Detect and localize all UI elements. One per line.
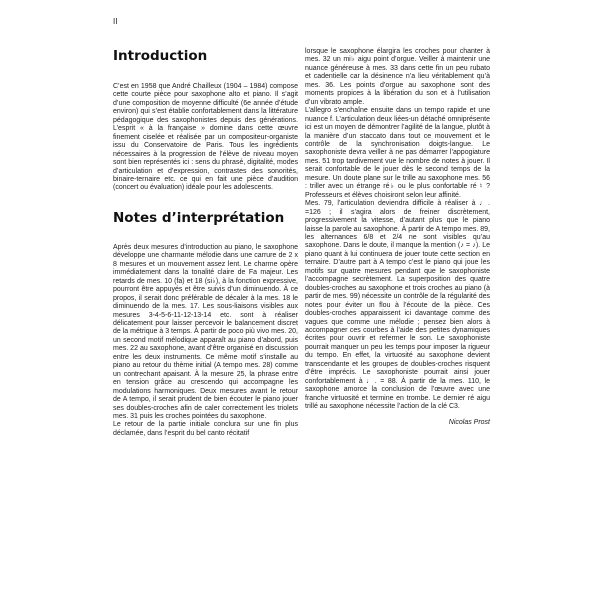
right-paragraph-2: L’allegro s’enchaîne ensuite dans un tempo rapide et une nuance f. L’articulation deux liées-un détaché omniprésente ici est un moyen de démontrer l’agilité de la langue, plutôt à la manière d’un staccato dans tout ce mouvement et le contrôle de la synchronisation doigts-langue. Le saxophoniste devra veiller à ne pas démarrer l’appogiature mes. 51 trop tardivement vue le nombre de notes à jouer. Il serait confortable de le jouer dès le second temps de la mesure. Un doute plane sur le trille au saxophone mes. 56 : triller avec un étrange ré♭ ou le plus confortable ré ♮ ? Professeurs et élèves choisiront selon leur affinité. — [305, 107, 490, 199]
right-paragraph-1: lorsque le saxophone élargira les croches pour chanter à mes. 32 un mi♭ aigu point d’orgue. Veiller à maintenir une nuance généreuse à mes. 33 dans cette fin un peu rubato et cadentielle car la désinence n’a lieu véritablement qu’à mes. 36. Les points d’orgue au saxophone sont des moments propices à la libération du son et à l’utilisation d’un vibrato ample. — [305, 48, 490, 106]
heading-introduction: Introduction — [113, 48, 208, 64]
notes-paragraph-1: Après deux mesures d’introduction au piano, le saxophone développe une charmante mélodie dans une carrure de 2 x 8 mesures et un mouvement assez lent. Le charme opère immédiatement dans la tonalité claire de Fa majeur. Les retards de mes. 10 (fa) et 18 (si♭), à la fonction expressive, pourront être appuyés et être suivis d’un diminuendo. À ce propos, il serait donc préférable de décaler à la mes. 18 le diminuendo de la mes. 17. Les sous-liaisons visibles aux mesures 3-4-5-6-11-12-13-14 etc. sont à réaliser délicatement pour laisser percevoir le balancement discret de la métrique à 3 temps. À partir de poco più vivo mes. 20, un second motif mélodique apparaît au piano d’abord, puis mes. 22 au saxophone, avant d’être organisé en discussion entre les deux instruments. Ce même motif s’installe au piano au retour du thème initial (A tempo mes. 28) comme un contrechant apaisant. À la mesure 25, la phrase entre en tension grâce au crescendo qui accompagne les modulations harmoniques. Deux mesures avant le retour de A tempo, il serait prudent de bien écouter le piano jouer ses doubles-croches afin de caler correctement les triolets mes. 31 puis les croches pointées du saxophone. — [113, 243, 298, 420]
intro-paragraph: C’est en 1958 que André Chailleux (1904 – 1984) compose cette courte pièce pour saxophone alto et piano. Il s’agit d’une composition de moyenne difficulté (6e année d’étude environ) qui s’est établie confortablement dans la littérature pédagogique des saxophonistes depuis des générations. L’esprit « à la française » domine dans cette œuvre finement ciselée et réalisée par un compositeur-organiste issu du Conservatoire de Paris. Tous les ingrédients nécessaires à la progression de l’élève de niveau moyen sont bien représentés ici : sens du phrasé, digitalité, modes d’articulation et d’expression, contrastes des sonorités, binaire-ternaire etc. ce qui en fait une pièce d’audition (concert ou évaluation) idéale pour les adolescents. — [113, 83, 298, 192]
left-column — [113, 48, 298, 438]
author-signature: Nicolas Prost — [448, 419, 490, 427]
page-number: II — [113, 17, 118, 26]
notes-paragraph-2: Le retour de la partie initiale conclura sur une fin plus déclamée, dans l’esprit du bel canto récitatif — [113, 421, 298, 437]
heading-notes-interpretation: Notes d’interprétation — [113, 209, 285, 226]
right-column — [305, 48, 490, 428]
right-paragraph-3: Mes. 79, l’articulation deviendra difficile à réaliser à ♩. =126 ; il s’agira alors de freiner discrètement, progressivement la vitesse, d’autant plus que le piano laisse la parole au saxophone. À partir de A tempo mes. 89, les alternances 6/8 et 2/4 ne sont visibles qu’au saxophone. Dans le doute, il manque la mention (♪ = ♪). Le piano quant à lui continuera de jouer toute cette section en ternaire. D’autre part à A tempo c’est le piano qui joue les motifs sur quatre mesures pendant que le saxophoniste l’accompagne secrètement. La superposition des quatre doubles-croches au saxophone et trois croches au piano (à partir de mes. 99) nécessite un contrôle de la régularité des notes pour éviter un flou à l’écoute de la pièce. Ces doubles-croches apparaissent ici davantage comme des vagues que comme une mélodie ; pensez bien alors à accompagner ces courbes à l’aide des petites dynamiques écrites pour ouvrir et refermer le son. Le saxophoniste pourrait manquer un peu les temps pour imposer la rigueur du tempo. En effet, la virtuosité au saxophone devient transcendante et les groupes de doubles-croches risquent d’être imprécis. Le saxophoniste pourrait ainsi jouer confortablement à ♩. = 88. À partir de la mes. 110, le saxophone amorce la conclusion de l’œuvre avec une franche virtuosité et termine en trombe. Le dernier ré aigu trillé au saxophone nécessite l’action de la clé C3. — [305, 200, 490, 411]
